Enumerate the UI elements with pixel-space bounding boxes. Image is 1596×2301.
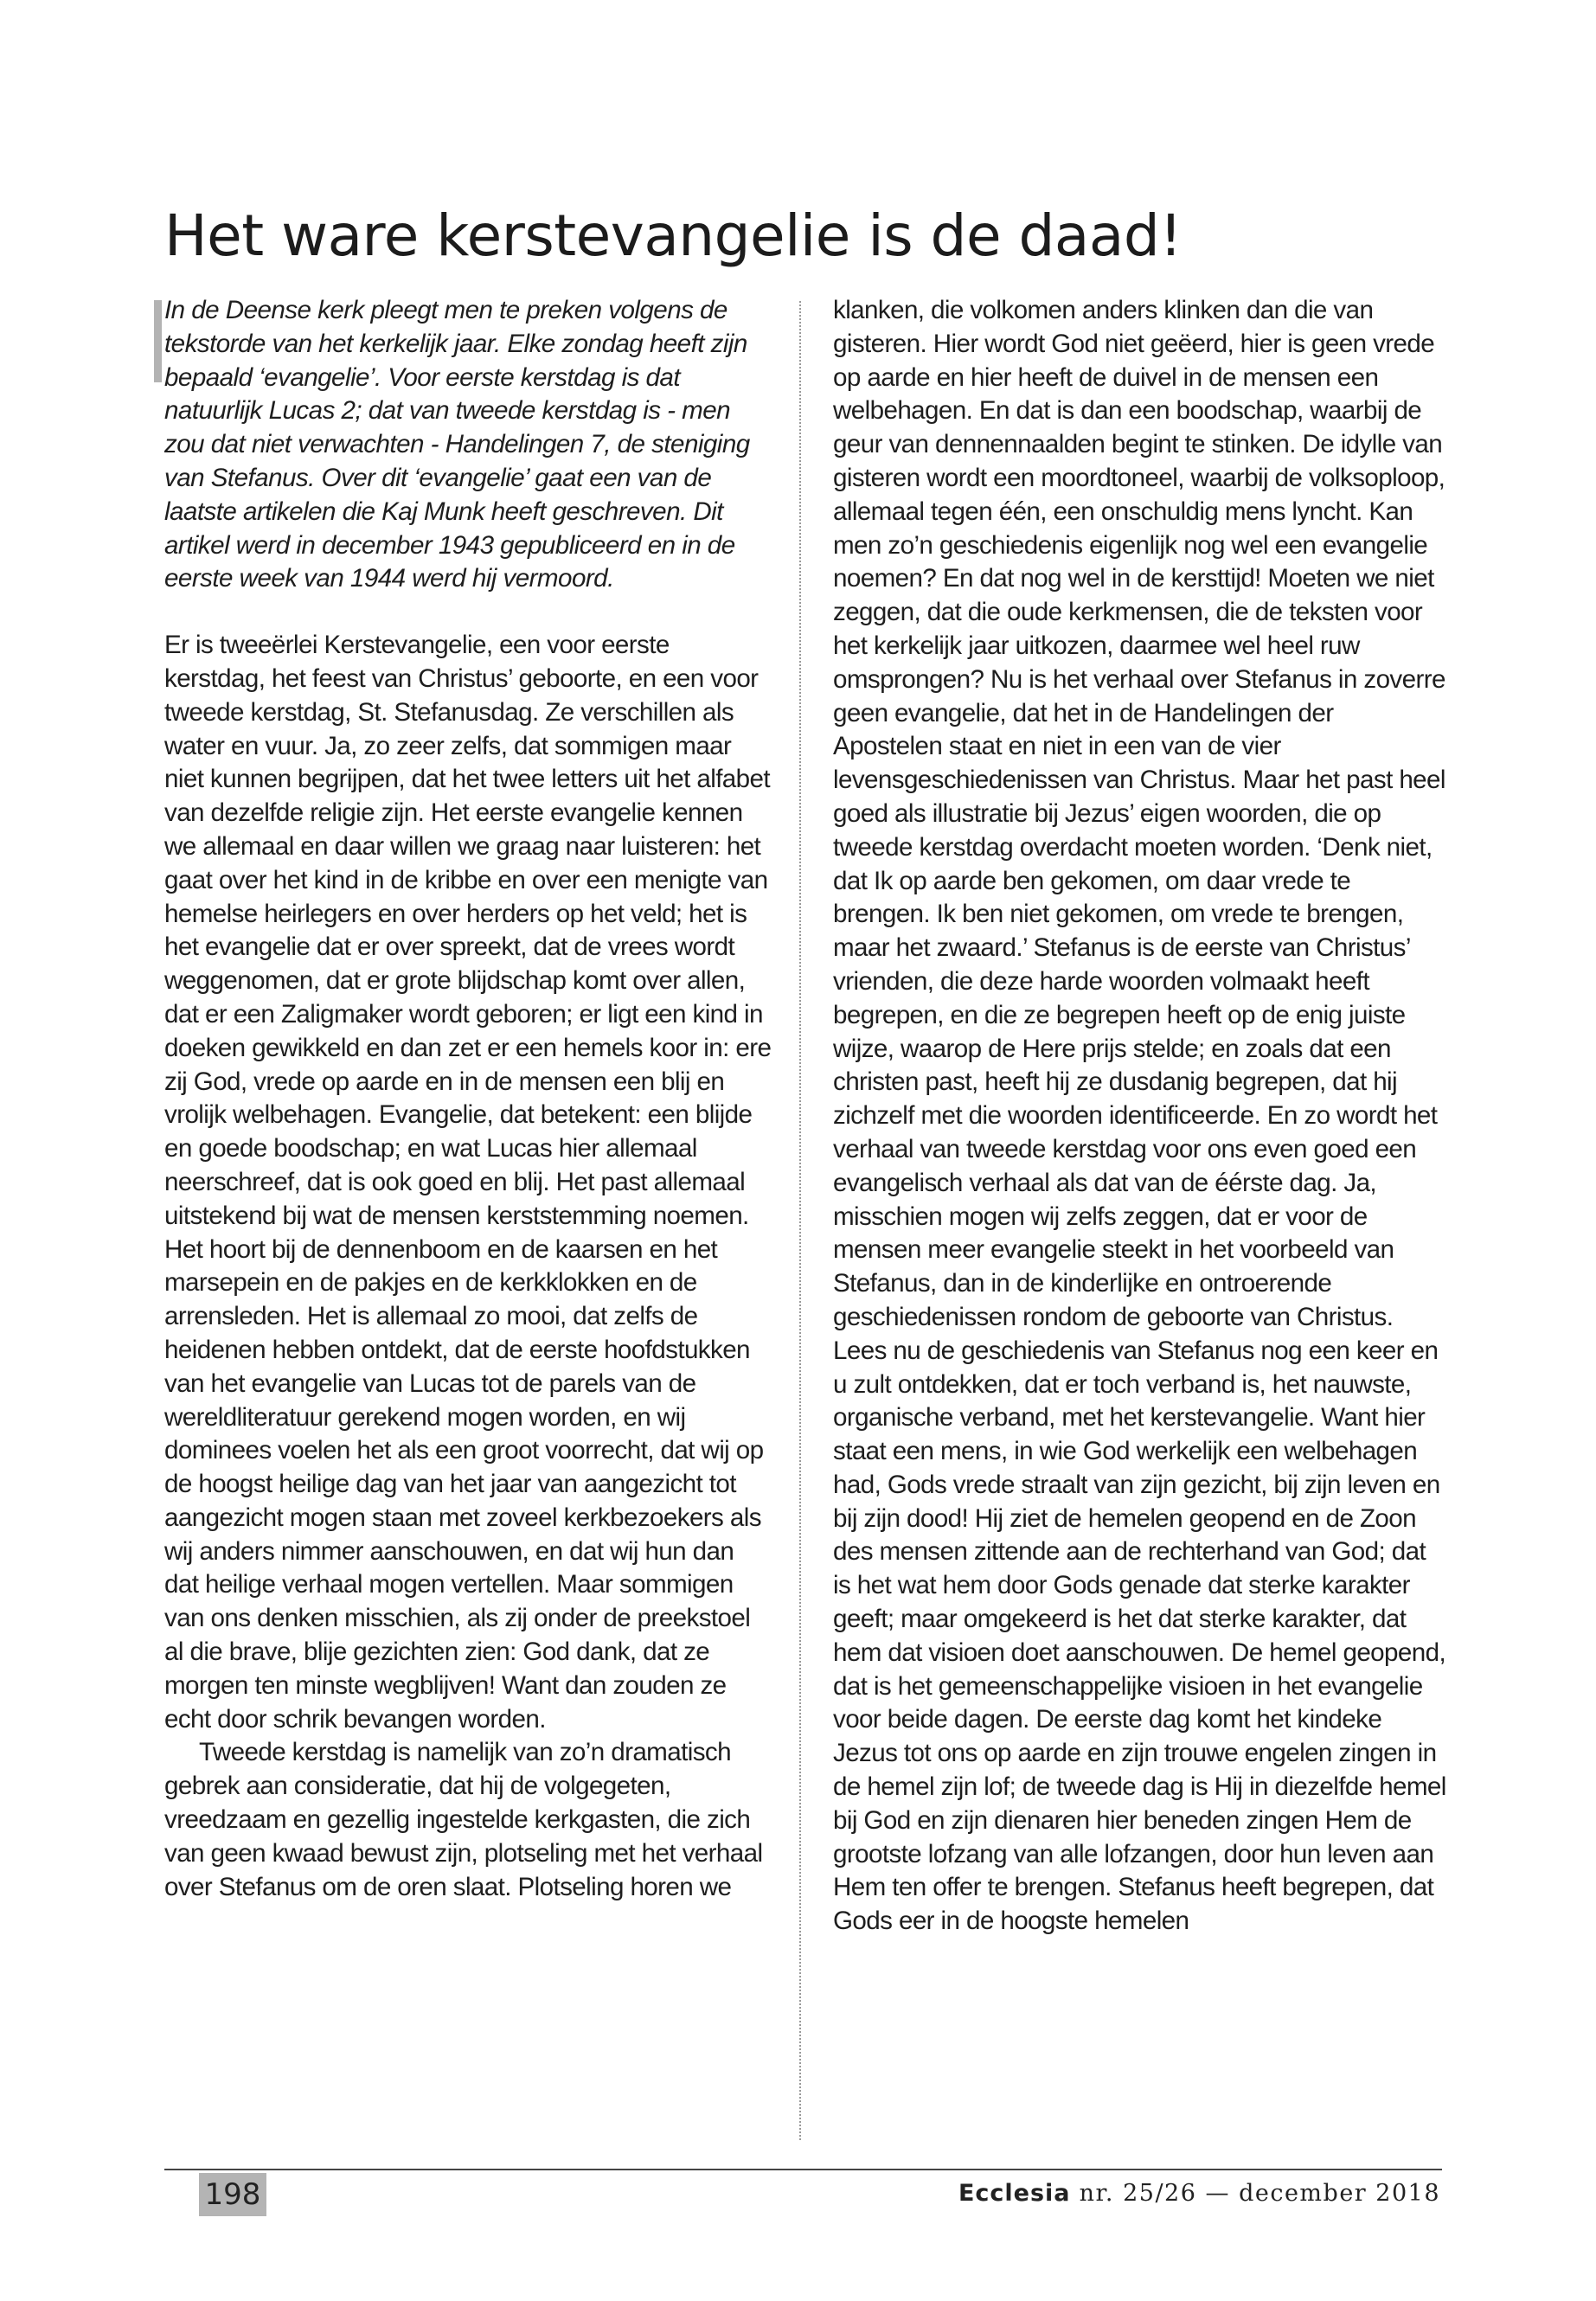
column-left <box>164 294 772 1904</box>
article-title: Het ware kerstevangelie is de daad! <box>164 202 1183 269</box>
journal-name: Ecclesia <box>958 2180 1071 2207</box>
journal-issue <box>958 2180 1440 2207</box>
body-paragraph-2-start: Tweede kerstdag is namelijk van zo’n dramatisch gebrek aan consideratie, dat hij de volgegeten, vreedzaam en gezellig ingestelde kerkgasten, die zich van geen kwaad bewust zijn, plotseling met het verhaal over Stefanus om de oren slaat. Plotseling horen we <box>164 1738 763 1901</box>
column-right <box>833 294 1447 1939</box>
body-paragraph-1: Er is tweeërlei Kerstevangelie, een voor eerste kerstdag, het feest van Christus’ geboorte, en een voor tweede kerstdag, St. Stefanusdag. Ze verschillen als water en vuur. Ja, zo zeer zelfs, dat sommigen maar niet kunnen begrijpen, dat het twee letters uit het alfabet van dezelfde religie zijn. Het eerste evangelie kennen we allemaal en daar willen we graag naar luisteren: het gaat over het kind in de kribbe en over een menigte van hemelse heirlegers en over herders op het veld; het is het evangelie dat er over spreekt, dat de vrees wordt weggenomen, dat er grote blijdschap komt over allen, dat er een Zaligmaker wordt geboren; er ligt een kind in doeken gewikkeld en dan zet er een hemels koor in: ere zij God, vrede op aarde en in de mensen een blij en vrolijk welbehagen. Evangelie, dat betekent: een blijde en goede boodschap; en wat Lucas hier allemaal neerschreef, dat is ook goed en blij. Het past allemaal uitstekend bij wat de mensen kerststemming noemen. Het hoort bij de dennenboom en de kaarsen en het marsepein en de pakjes en de kerkklokken en de arrensleden. Het is allemaal zo mooi, dat zelfs de heidenen hebben ontdekt, dat de eerste hoofdstukken van het evangelie van Lucas tot de parels van de wereldliteratuur gerekend mogen worden, en wij dominees voelen het als een groot voorrecht, dat wij op de hoogst heilige dag van het jaar van aangezicht tot aangezicht mogen staan met zoveel kerkbezoekers als wij anders nimmer aanschouwen, en dat wij hun dan dat heilige verhaal mogen vertellen. Maar sommigen van ons denken misschien, als zij onder de preekstoel al die brave, blije gezichten zien: God dank, dat ze morgen ten minste wegblijven! Want dan zouden ze echt door schrik bevangen worden. <box>164 631 772 1734</box>
column-divider <box>799 301 801 2140</box>
article-intro: In de Deense kerk pleegt men te preken volgens de tekstorde van het kerkelijk jaar. Elke zondag heeft zijn bepaald ‘evangelie’. Voor eerste kerstdag is dat natuurlijk Lucas 2; dat van tweede kerstdag is - men zou dat niet verwachten - Handelingen 7, de steniging van Stefanus. Over dit ‘evangelie’ gaat een van de laatste artikelen die Kaj Munk heeft geschreven. Dit artikel werd in december 1943 gepubliceerd en in de eerste week van 1944 werd hij vermoord. <box>164 296 750 593</box>
page-number: 198 <box>199 2173 266 2216</box>
issue-info: nr. 25/26 — december 2018 <box>1070 2180 1440 2207</box>
intro-accent-bar <box>154 300 162 382</box>
body-paragraph-2-continued: klanken, die volkomen anders klinken dan die van gisteren. Hier wordt God niet geëerd, hier is geen vrede op aarde en hier heeft de duivel in de mensen een welbehagen. En dat is dan een boodschap, waarbij de geur van dennennaalden begint te stinken. De idylle van gisteren wordt een moordtoneel, waarbij de volksoploop, allemaal tegen één, een onschuldig mens lyncht. Kan men zo’n geschiedenis eigenlijk nog wel een evangelie noemen? En dat nog wel in de kersttijd! Moeten we niet zeggen, dat die oude kerkmensen, die de teksten voor het kerkelijk jaar uitkozen, daarmee wel heel ruw omsprongen? Nu is het verhaal over Stefanus in zoverre geen evangelie, dat het in de Handelingen der Apostelen staat en niet in een van de vier levensgeschiedenissen van Christus. Maar het past heel goed als illustratie bij Jezus’ eigen woorden, die op tweede kerstdag overdacht moeten worden. ‘Denk niet, dat Ik op aarde ben gekomen, om daar vrede te brengen. Ik ben niet gekomen, om vrede te brengen, maar het zwaard.’ Stefanus is de eerste van Christus’ vrienden, die deze harde woorden volmaakt heeft begrepen, en die ze begrepen heeft op de enig juiste wijze, waarop de Here prijs stelde; en zoals dat een christen past, heeft hij ze dusdanig begrepen, dat hij zichzelf met die woorden identificeerde. En zo wordt het verhaal van tweede kerstdag voor ons even goed een evangelisch verhaal als dat van de éérste dag. Ja, misschien mogen wij zelfs zeggen, dat er voor de mensen meer evangelie steekt in het voorbeeld van Stefanus, dan in de kinderlijke en ontroerende geschiedenissen rondom de geboorte van Christus. Lees nu de geschiedenis van Stefanus nog een keer en u zult ontdekken, dat er toch verband is, het nauwste, organische verband, met het kerstevangelie. Want hier staat een mens, in wie God werkelijk een welbehagen had, Gods vrede straalt van zijn gezicht, bij zijn leven en bij zijn dood! Hij ziet de hemelen geopend en de Zoon des mensen zittende aan de rechterhand van God; dat is het wat hem door Gods genade dat sterke karakter geeft; maar omgekeerd is het dat sterke karakter, dat hem dat visioen doet aanschouwen. De hemel geopend, dat is het gemeenschappelijke visioen in het evangelie voor beide dagen. De eerste dag komt het kindeke Jezus tot ons op aarde en zijn trouwe engelen zingen in de hemel zijn lof; de tweede dag is Hij in diezelfde hemel bij God en zijn dienaren hier beneden zingen Hem de grootste lofzang van alle lofzangen, door hun leven aan Hem ten offer te brengen. Stefanus heeft begrepen, dat Gods eer in de hoogste hemelen <box>833 296 1446 1936</box>
footer-rule <box>164 2169 1442 2170</box>
